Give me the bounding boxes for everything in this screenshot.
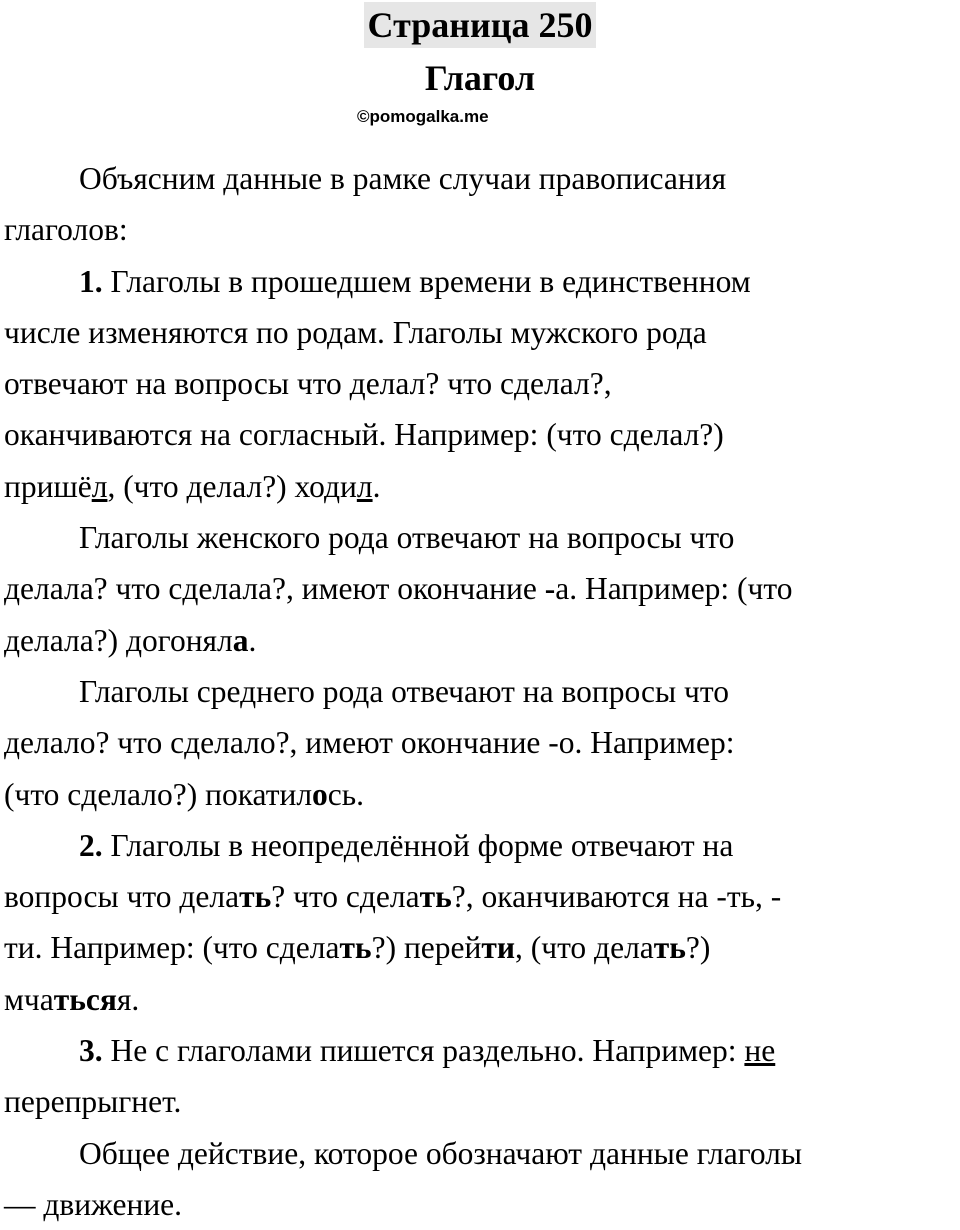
underlined-ending: л	[356, 468, 373, 504]
text-line: мчатьсяя.	[4, 981, 140, 1017]
bold-ending: о	[312, 776, 328, 812]
paragraph-feminine	[4, 512, 959, 666]
text-line: — движение.	[4, 1186, 183, 1222]
bold-ending: ть	[339, 930, 372, 966]
paragraph-intro	[4, 153, 959, 256]
bold-ending: ть	[653, 930, 686, 966]
page-title-wrapper	[0, 0, 960, 48]
text-line: Глаголы женского рода отвечают на вопросы что	[79, 520, 735, 556]
underlined-ending: л	[91, 468, 108, 504]
text-line: 2. Глаголы в неопределённой форме отвечают на	[79, 827, 734, 863]
text-line: делала?) догоняла.	[4, 622, 257, 658]
watermark: ©pomogalka.me	[357, 107, 489, 126]
text-line: вопросы что делать? что сделать?, оканчиваются на -ть, -	[4, 879, 782, 915]
text-line: Общее действие, которое обозначают данные глаголы	[79, 1135, 803, 1171]
section-title: Глагол	[424, 58, 536, 98]
rule-number: 1.	[79, 263, 103, 299]
text-line: делала? что сделала?, имеют окончание -а. Например: (что	[4, 571, 793, 607]
paragraph-neuter	[4, 666, 959, 820]
text-line: оканчиваются на согласный. Например: (что сделал?)	[4, 417, 724, 453]
text-line: 3. Не с глаголами пишется раздельно. Например: не	[79, 1033, 776, 1069]
text-line: числе изменяются по родам. Глаголы мужского рода	[4, 314, 707, 350]
text-line: глаголов:	[4, 212, 128, 248]
paragraph-conclusion	[4, 1128, 959, 1230]
text-line: 1. Глаголы в прошедшем времени в единственном	[79, 263, 751, 299]
bold-ending: -	[544, 571, 556, 607]
text-line: Объясним данные в рамке случаи правописания	[79, 161, 727, 196]
body-text	[4, 153, 959, 1230]
text-line: делало? что сделало?, имеют окончание -о. Например:	[4, 725, 735, 761]
text-line: (что сделало?) покатилось.	[4, 776, 365, 812]
rule-number: 3.	[79, 1033, 103, 1069]
underlined-particle: не	[744, 1033, 776, 1069]
page-title: Страница 250	[364, 2, 597, 48]
paragraph-rule-3	[4, 1025, 959, 1128]
bold-ending: а	[232, 622, 249, 658]
text-line: пришёл, (что делал?) ходил.	[4, 468, 381, 504]
text-line: ти. Например: (что сделать?) перейти, (что делать?)	[4, 930, 711, 966]
bold-ending: ти	[481, 930, 515, 966]
text-line: отвечают на вопросы что делал? что сделал?,	[4, 366, 612, 402]
rule-number: 2.	[79, 827, 103, 863]
bold-ending: ться	[53, 981, 117, 1017]
paragraph-rule-1	[4, 256, 959, 512]
paragraph-rule-2	[4, 820, 959, 1025]
bold-ending: ть	[239, 879, 272, 915]
text-line: Глаголы среднего рода отвечают на вопросы что	[79, 673, 729, 709]
bold-ending: ть	[419, 879, 452, 915]
text-line: перепрыгнет.	[4, 1084, 182, 1120]
